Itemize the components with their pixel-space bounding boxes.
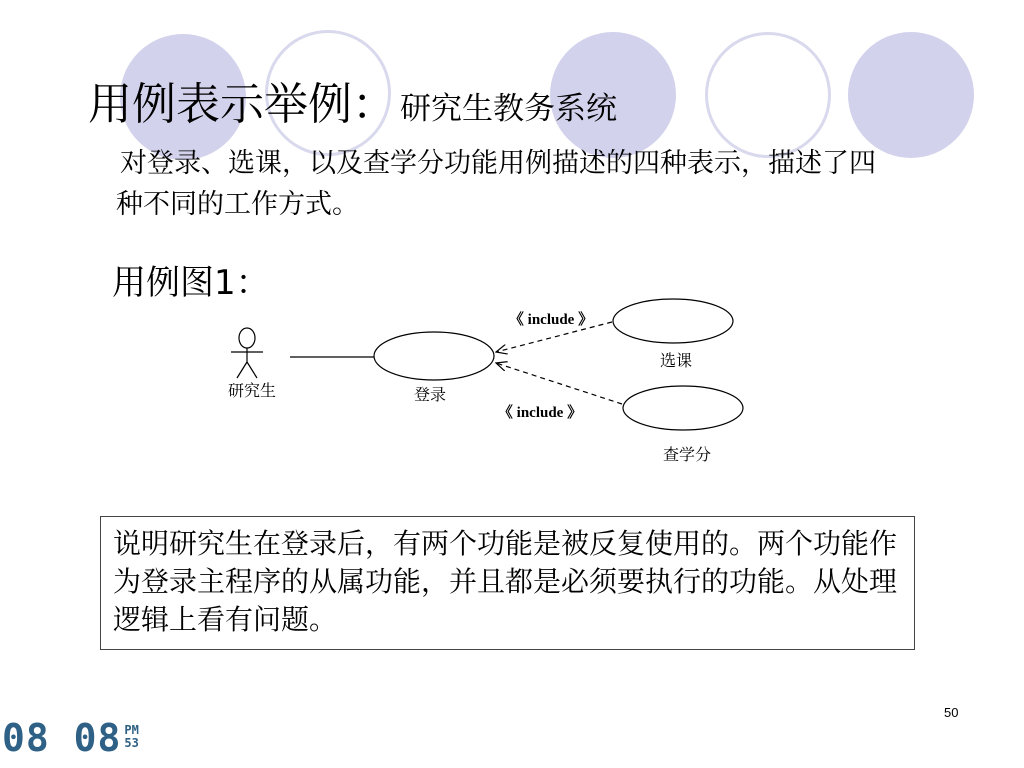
usecase-check-credits-label: 查学分	[662, 445, 712, 464]
actor-right-leg	[247, 362, 257, 378]
usecase-login	[374, 332, 494, 380]
include-label-bottom: 《 include 》	[497, 405, 583, 421]
include-arrow-bottom	[496, 363, 622, 404]
include-label-top: 《 include 》	[508, 312, 594, 328]
clock-time: 08 08	[2, 716, 122, 760]
usecase-login-label: 登录	[413, 385, 447, 404]
page-number: 50	[944, 705, 959, 720]
usecase-check-credits	[623, 386, 743, 430]
actor-figure	[231, 328, 263, 378]
diagram-label: 用例图1：	[112, 263, 270, 303]
title-subtitle: 研究生教务系统	[400, 91, 617, 127]
usecase-select-course-label: 选课	[659, 351, 693, 370]
actor-head	[239, 328, 255, 348]
intro-text: 对登录、选课，以及查学分功能用例描述的四种表示，描述了四种不同的工作方式。	[116, 148, 876, 220]
clock-widget	[2, 718, 139, 758]
title-main: 用例表示举例：	[88, 79, 396, 130]
actor-left-leg	[237, 362, 247, 378]
clock-meridiem: PM	[124, 723, 139, 737]
usecase-select-course	[613, 299, 733, 343]
clock-seconds: 53	[124, 736, 139, 750]
actor-label: 研究生	[227, 381, 277, 400]
clock-extra	[124, 724, 138, 750]
note-box: 说明研究生在登录后，有两个功能是被反复使用的。两个功能作为登录主程序的从属功能，并且都是必须要执行的功能。从处理逻辑上看有问题。	[100, 516, 915, 650]
